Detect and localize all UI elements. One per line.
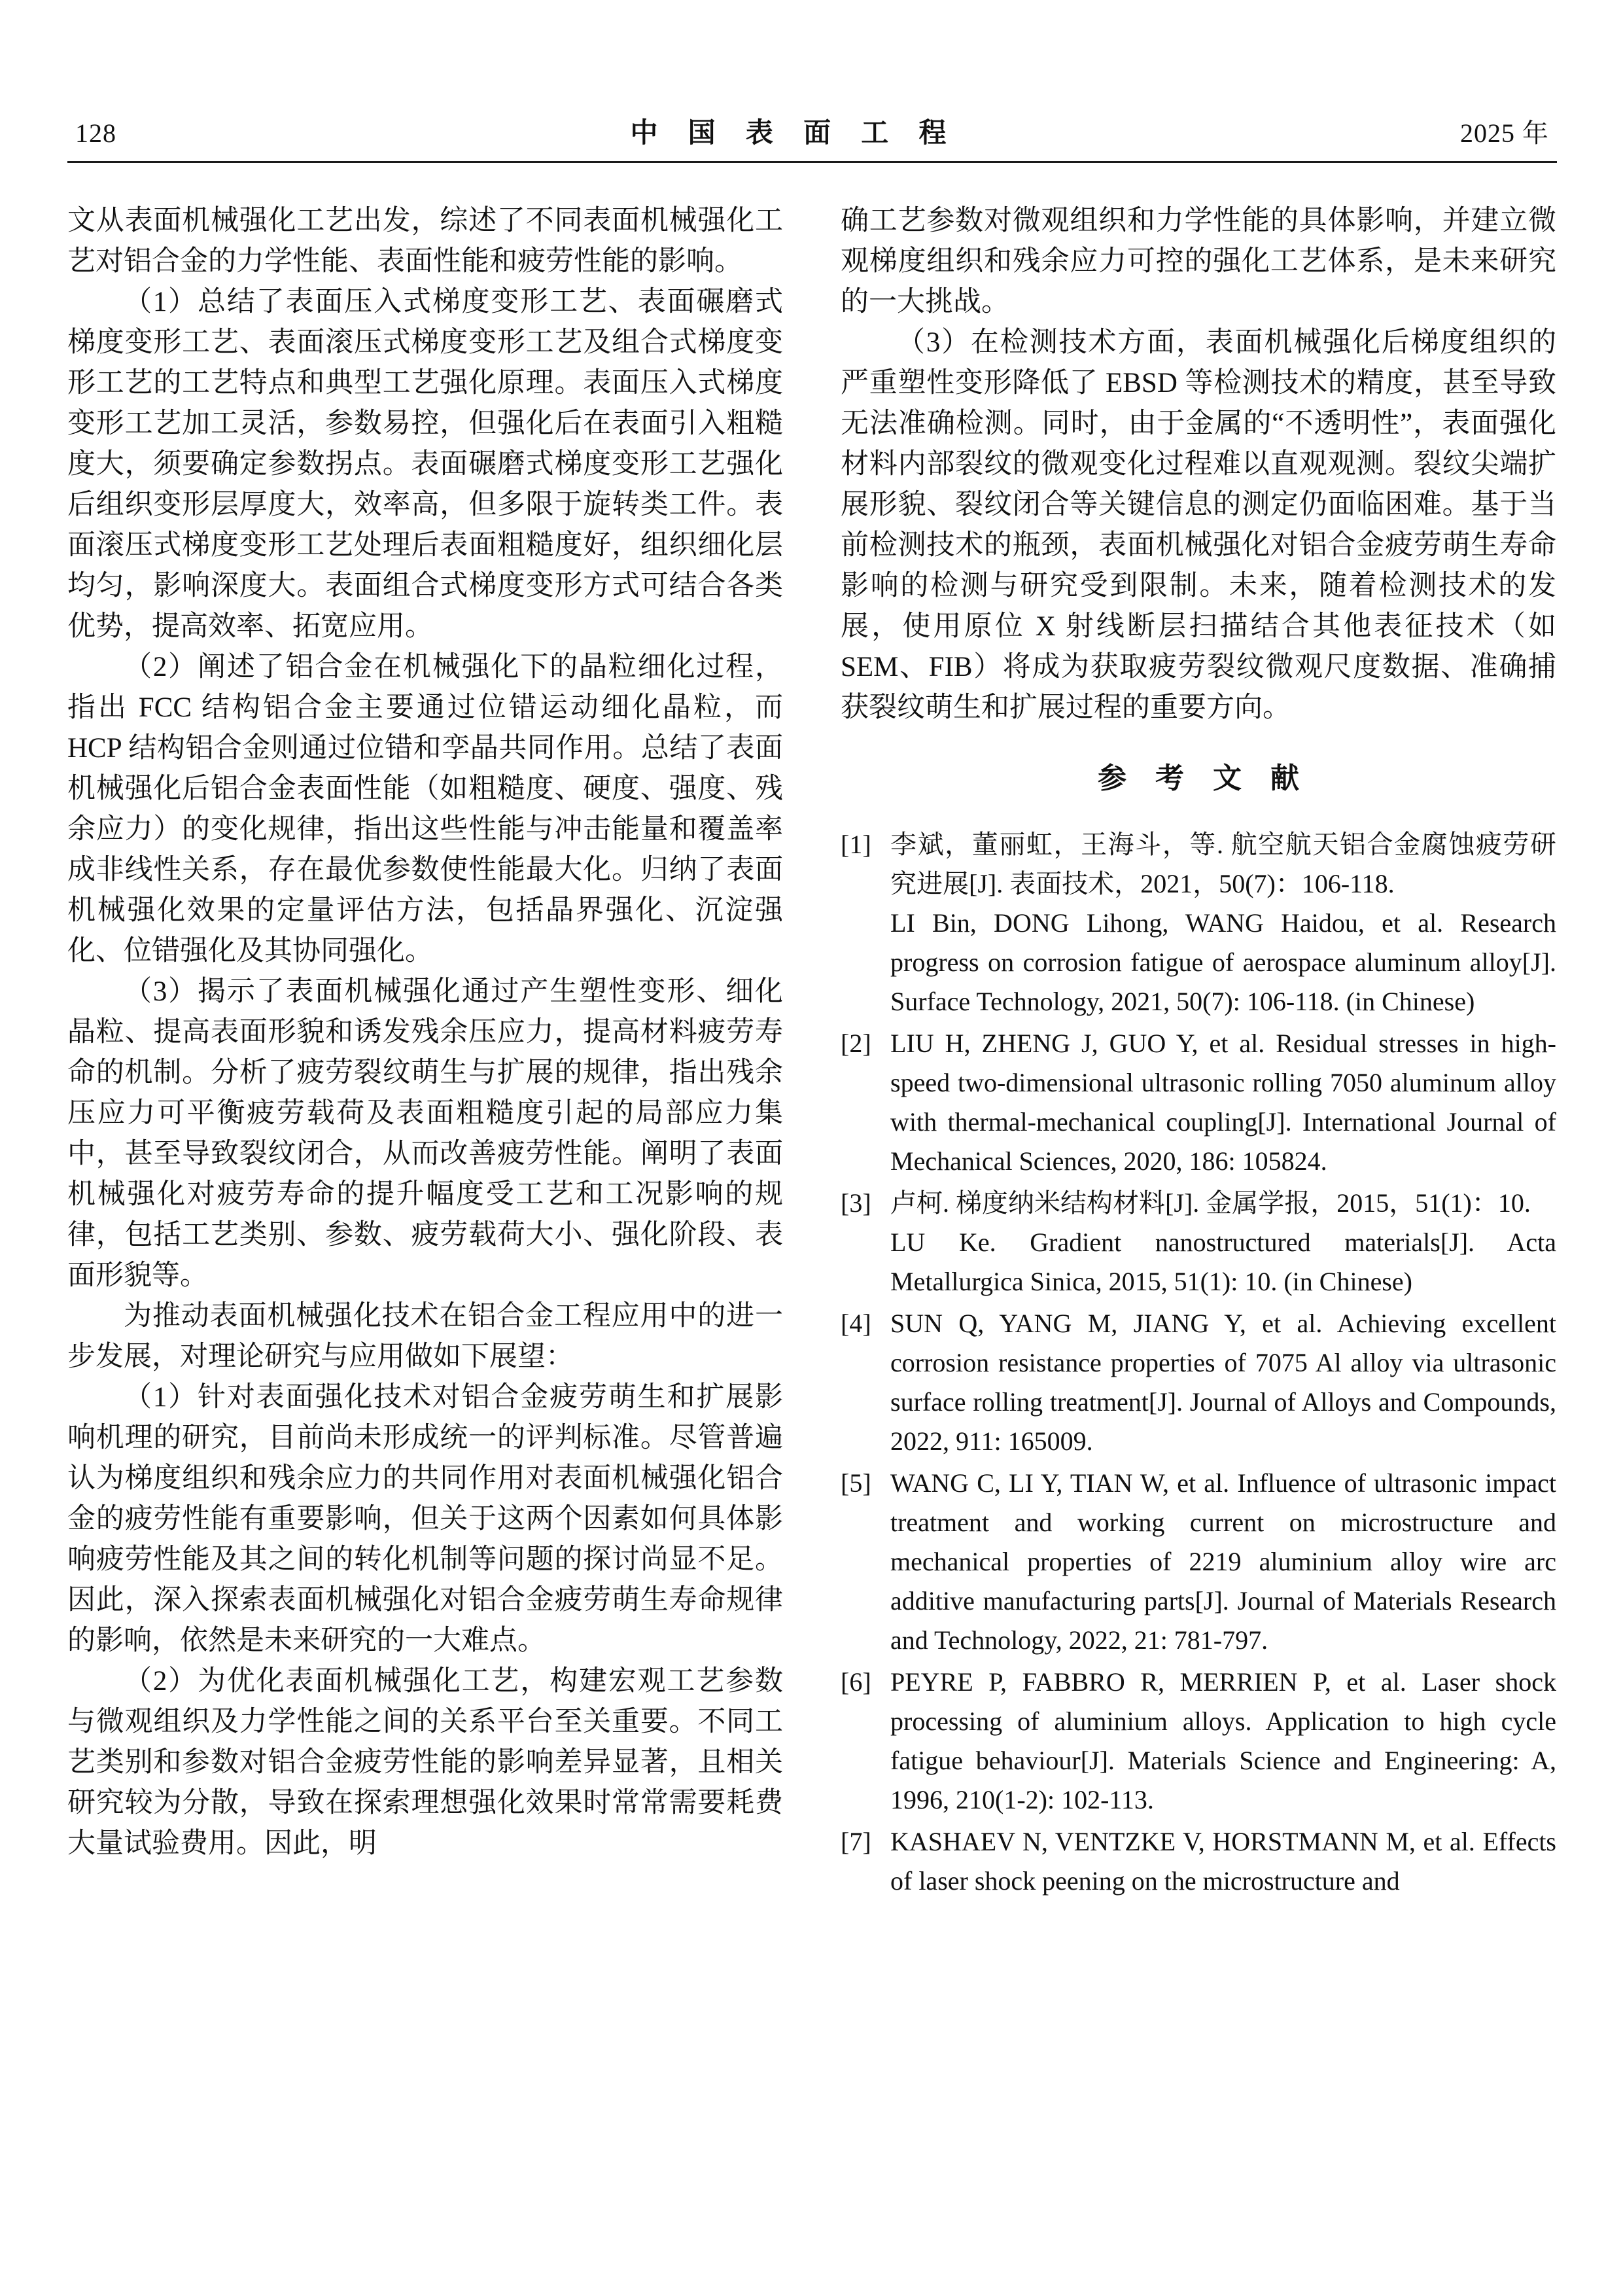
reference-body — [890, 1024, 1556, 1181]
reference-item — [841, 1184, 1556, 1301]
reference-text-translation: LI Bin, DONG Lihong, WANG Haidou, et al. Research progress on corrosion fatigue of aerospace aluminum alloy[J]. Surface Technology, 2021, 50(7): 106-118. (in Chinese) — [890, 908, 1556, 1016]
reference-body — [890, 825, 1556, 1021]
reference-number: [4] — [841, 1309, 871, 1338]
reference-item — [841, 825, 1556, 1021]
header-divider — [67, 161, 1557, 163]
paragraph: （1）总结了表面压入式梯度变形工艺、表面碾磨式梯度变形工艺、表面滚压式梯度变形工艺及组合式梯度变形工艺的工艺特点和典型工艺强化原理。表面压入式梯度变形工艺加工灵活，参数易控，但强化后在表面引入粗糙度大，须要确定参数拐点。表面碾磨式梯度变形工艺强化后组织变形层厚度大，效率高，但多限于旋转类工件。表面滚压式梯度变形工艺处理后表面粗糙度好，组织细化层均匀，影响深度大。表面组合式梯度变形方式可结合各类优势，提高效率、拓宽应用。 — [67, 287, 783, 642]
paragraph: 为推动表面机械强化技术在铝合金工程应用中的进一步发展，对理论研究与应用做如下展望： — [67, 1301, 783, 1372]
right-column — [841, 201, 1556, 1903]
reference-text: KASHAEV N, VENTZKE V, HORSTMANN M, et al. Effects of laser shock peening on the microstructure and — [890, 1827, 1556, 1896]
reference-text: WANG C, LI Y, TIAN W, et al. Influence of ultrasonic impact treatment and working current on microstructure and mechanical properties of 2219 aluminium alloy wire arc additive manufacturing parts[J]. Journal of Materials Research and Technology, 2022, 21: 781-797. — [890, 1468, 1556, 1655]
left-column — [67, 201, 783, 1903]
reference-item — [841, 1024, 1556, 1181]
reference-number: [1] — [841, 830, 871, 859]
paragraph: （3）揭示了表面机械强化通过产生塑性变形、细化晶粒、提高表面形貌和诱发残余压应力，提高材料疲劳寿命的机制。分析了疲劳裂纹萌生与扩展的规律，指出残余压应力可平衡疲劳载荷及表面粗糙度引起的局部应力集中，甚至导致裂纹闭合，从而改善疲劳性能。阐明了表面机械强化对疲劳寿命的提升幅度受工艺和工况影响的规律，包括工艺类别、参数、疲劳载荷大小、强化阶段、表面形貌等。 — [67, 976, 783, 1291]
paragraph: （3）在检测技术方面，表面机械强化后梯度组织的严重塑性变形降低了 EBSD 等检测技术的精度，甚至导致无法准确检测。同时，由于金属的“不透明性”，表面强化材料内部裂纹的微观变化过程难以直观观测。裂纹尖端扩展形貌、裂纹闭合等关键信息的测定仍面临困难。基于当前检测技术的瓶颈，表面机械强化对铝合金疲劳萌生寿命影响的检测与研究受到限制。未来，随着检测技术的发展，使用原位 X 射线断层扫描结合其他表征技术（如 SEM、FIB）将成为获取疲劳裂纹微观尺度数据、准确捕获裂纹萌生和扩展过程的重要方向。 — [841, 327, 1556, 723]
reference-text: 卢柯. 梯度纳米结构材料[J]. 金属学报，2015，51(1)：10. — [890, 1188, 1531, 1218]
reference-item — [841, 1663, 1556, 1820]
journal-title: 中国表面工程 — [630, 118, 977, 149]
reference-body — [890, 1822, 1556, 1901]
reference-text: SUN Q, YANG M, JIANG Y, et al. Achieving excellent corrosion resistance properties of 7075 Al alloy via ultrasonic surface rolling treatment[J]. Journal of Alloys and Compounds, 2022, 911: 165009. — [890, 1309, 1556, 1456]
references-heading: 参考文献 — [1098, 762, 1328, 794]
reference-body — [890, 1464, 1556, 1660]
page-number: 128 — [75, 118, 116, 148]
reference-item — [841, 1304, 1556, 1461]
paragraph: （2）为优化表面机械强化工艺，构建宏观工艺参数与微观组织及力学性能之间的关系平台至关重要。不同工艺类别和参数对铝合金疲劳性能的影响差异显著，且相关研究较为分散，导致在探索理想强化效果时常常需要耗费大量试验费用。因此，明 — [67, 1666, 783, 1859]
reference-number: [6] — [841, 1667, 871, 1697]
paragraph: 文从表面机械强化工艺出发，综述了不同表面机械强化工艺对铝合金的力学性能、表面性能和疲劳性能的影响。 — [67, 205, 783, 277]
reference-body — [890, 1304, 1556, 1461]
reference-body — [890, 1184, 1556, 1301]
paragraph: 确工艺参数对微观组织和力学性能的具体影响，并建立微观梯度组织和残余应力可控的强化工艺体系，是未来研究的一大挑战。 — [841, 205, 1556, 317]
reference-number: [5] — [841, 1468, 871, 1498]
reference-text: PEYRE P, FABBRO R, MERRIEN P, et al. Laser shock processing of aluminium alloys. Application to high cycle fatigue behaviour[J]. Materials Science and Engineering: A, 1996, 210(1-2): 102-113. — [890, 1667, 1556, 1814]
reference-text: LIU H, ZHENG J, GUO Y, et al. Residual stresses in high-speed two-dimensional ultrasonic rolling 7050 aluminum alloy with thermal-mechanical coupling[J]. International Journal of Mechanical Sciences, 2020, 186: 105824. — [890, 1029, 1556, 1176]
reference-item — [841, 1822, 1556, 1901]
reference-number: [7] — [841, 1827, 871, 1856]
two-column-body — [67, 201, 1557, 1903]
reference-text: 李斌，董丽虹，王海斗，等. 航空航天铝合金腐蚀疲劳研究进展[J]. 表面技术，2021，50(7)：106-118. — [890, 830, 1556, 898]
reference-text-translation: LU Ke. Gradient nanostructured materials[J]. Acta Metallurgica Sinica, 2015, 51(1): 10. (in Chinese) — [890, 1227, 1556, 1296]
reference-item — [841, 1464, 1556, 1660]
paragraph: （1）针对表面强化技术对铝合金疲劳萌生和扩展影响机理的研究，目前尚未形成统一的评判标准。尽管普遍认为梯度组织和残余应力的共同作用对表面机械强化铝合金的疲劳性能有重要影响，但关于这两个因素如何具体影响疲劳性能及其之间的转化机制等问题的探讨尚显不足。因此，深入探索表面机械强化对铝合金疲劳萌生寿命规律的影响，依然是未来研究的一大难点。 — [67, 1382, 783, 1656]
reference-body — [890, 1663, 1556, 1820]
reference-number: [3] — [841, 1188, 871, 1218]
paragraph: （2）阐述了铝合金在机械强化下的晶粒细化过程，指出 FCC 结构铝合金主要通过位错运动细化晶粒，而 HCP 结构铝合金则通过位错和孪晶共同作用。总结了表面机械强化后铝合金表面性能（如粗糙度、硬度、强度、残余应力）的变化规律，指出这些性能与冲击能量和覆盖率成非线性关系，存在最优参数使性能最大化。归纳了表面机械强化效果的定量评估方法，包括晶界强化、沉淀强化、位错强化及其协同强化。 — [67, 652, 783, 966]
references-list — [841, 825, 1556, 1901]
publication-year: 2025 年 — [1459, 118, 1549, 148]
reference-number: [2] — [841, 1029, 871, 1058]
page-header — [67, 111, 1557, 161]
